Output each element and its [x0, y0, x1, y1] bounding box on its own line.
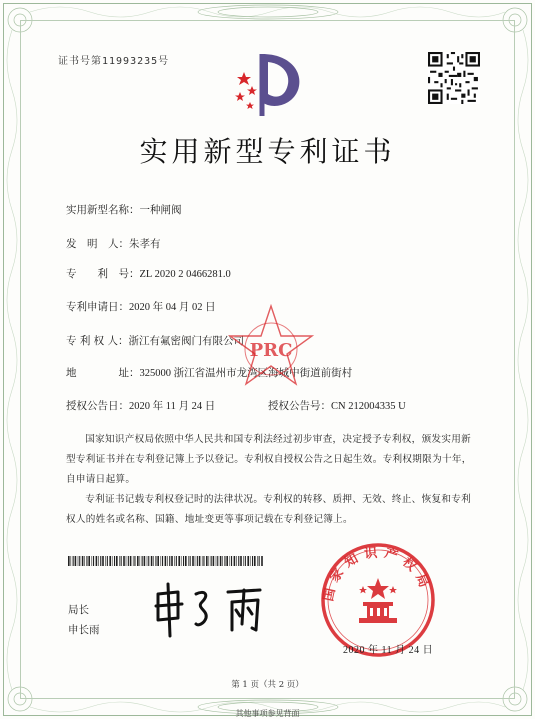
barcode-bar [192, 556, 194, 566]
certificate-number: 证书号第11993235号 [58, 56, 170, 67]
barcode-bar [137, 556, 139, 566]
barcode-bar [211, 556, 212, 566]
barcode-bar [231, 556, 232, 566]
field-label: 授权公告号： [268, 400, 331, 412]
barcode-bar [147, 556, 148, 566]
field-value: 2020 年 11 月 24 日 [129, 401, 216, 412]
barcode-bar [195, 556, 196, 566]
barcode-bar [98, 556, 99, 566]
barcode-bar [247, 556, 249, 566]
barcode-bar [102, 556, 104, 566]
barcode-bar [220, 556, 222, 566]
barcode-bar [252, 556, 253, 566]
signatory-title: 局长 [68, 604, 89, 616]
barcode-bar [261, 556, 263, 566]
field-label: 发 明 人： [66, 238, 129, 250]
barcode-bar [202, 556, 203, 566]
field-value: 2020 年 04 月 02 日 [129, 302, 216, 313]
barcode-bar [199, 556, 201, 566]
barcode-strip [68, 556, 264, 566]
barcode-bar [181, 556, 182, 566]
barcode-bar [114, 556, 115, 566]
barcode-bar [128, 556, 129, 566]
barcode-bar [171, 556, 173, 566]
barcode-bar [82, 556, 84, 566]
barcode-bar [88, 556, 90, 566]
barcode-bar [217, 556, 218, 566]
barcode-bar [126, 556, 127, 566]
barcode-bar [144, 556, 146, 566]
barcode-bar [93, 556, 94, 566]
certificate-title: 实用新型专利证书 [139, 135, 396, 168]
signatory-name: 申长雨 [68, 624, 100, 636]
field-label: 专 利 号： [66, 268, 140, 280]
field-value: 325000 浙江省温州市龙湾区海城中街道前街村 [139, 368, 353, 379]
barcode-bar [140, 556, 141, 566]
barcode-bar [240, 556, 242, 566]
barcode-bar [107, 556, 108, 566]
barcode-bar [86, 556, 87, 566]
barcode-bar [79, 556, 80, 566]
barcode-bar [119, 556, 120, 566]
barcode-bar [226, 556, 228, 566]
barcode-bar [153, 556, 154, 566]
barcode-bar [245, 556, 246, 566]
field-label: 地 址： [66, 367, 140, 379]
field-value: 一种闸阀 [139, 205, 182, 216]
seal-date: 2020 年 11 月 24 日 [343, 645, 434, 656]
barcode-bar [230, 556, 231, 566]
barcode-bar [92, 556, 93, 566]
barcode-bar [109, 556, 111, 566]
barcode-bar [148, 556, 149, 566]
qr-code-icon [428, 52, 480, 104]
barcode-bar [123, 556, 125, 566]
barcode-bar [96, 556, 98, 566]
field-patentee [66, 333, 244, 348]
field-label: 专 利 权 人： [66, 335, 129, 347]
barcode-bar [78, 556, 79, 566]
barcode-bar [197, 556, 198, 566]
barcode-bar [116, 556, 118, 566]
barcode-bar [178, 556, 180, 566]
field-inventor [66, 236, 161, 251]
barcode-bar [100, 556, 101, 566]
barcode-bar [167, 556, 168, 566]
barcode-bar [222, 556, 223, 566]
field-grant-date [66, 398, 215, 413]
barcode-bar [157, 556, 159, 566]
barcode-bar [71, 556, 72, 566]
barcode-bar [209, 556, 210, 566]
barcode-bar [190, 556, 191, 566]
field-value: ZL 2020 2 0466281.0 [139, 269, 231, 280]
barcode-bar [161, 556, 162, 566]
prc-watermark-stamp [228, 304, 314, 390]
barcode-bar [174, 556, 175, 566]
barcode-bar [234, 556, 236, 566]
barcode-bar [257, 556, 258, 566]
field-value: 浙江有氟密阀门有限公司 [128, 336, 245, 347]
barcode-bar [169, 556, 170, 566]
barcode-bar [134, 556, 135, 566]
seal-text: 国家知识产权局 [321, 545, 434, 603]
barcode-bar [224, 556, 225, 566]
director-signature [148, 580, 278, 640]
barcode-bar [259, 556, 260, 566]
barcode-bar [133, 556, 134, 566]
barcode-bar [203, 556, 204, 566]
grant-statement-paragraph: 国家知识产权局依照中华人民共和国专利法经过初步审查，决定授予专利权，颁发实用新型专利证书并在专利登记簿上予以登记。专利权自授权公告之日起生效。专利权期限为十年，自申请日起算。 [66, 434, 472, 485]
field-patent-number [66, 266, 231, 281]
barcode-bar [243, 556, 244, 566]
barcode-bar [254, 556, 256, 566]
barcode-bar [236, 556, 237, 566]
barcode-bar [84, 556, 85, 566]
barcode-bar [185, 556, 187, 566]
field-label: 授权公告日： [66, 400, 129, 412]
field-utility-model-name [66, 202, 182, 217]
barcode-bar [151, 556, 153, 566]
barcode-bar [162, 556, 163, 566]
field-label: 专利申请日： [66, 301, 129, 313]
barcode-bar [183, 556, 184, 566]
field-filing-date [66, 299, 216, 314]
barcode-bar [130, 556, 132, 566]
barcode-bar [155, 556, 156, 566]
cnipa-logo-icon [228, 50, 308, 120]
barcode-bar [142, 556, 143, 566]
back-notice: 其他事项参见背面 [235, 709, 300, 718]
page-indicator: 第 1 页（共 2 页） [231, 680, 304, 690]
barcode-bar [176, 556, 177, 566]
field-value: CN 212004335 U [331, 401, 406, 412]
barcode-bar [188, 556, 189, 566]
barcode-bar [165, 556, 167, 566]
barcode-bar [121, 556, 122, 566]
prc-stamp-text: PRC [249, 340, 293, 361]
barcode-bar [112, 556, 113, 566]
barcode-bar [206, 556, 208, 566]
field-value: 朱孝有 [129, 239, 161, 250]
field-label: 实用新型名称： [66, 204, 140, 216]
barcode-bar [105, 556, 106, 566]
legal-status-paragraph: 专利证书记载专利权登记时的法律状况。专利权的转移、质押、无效、终止、恢复和专利权人的姓名或名称、国籍、地址变更等事项记载在专利登记簿上。 [66, 494, 472, 525]
barcode-bar [68, 556, 70, 566]
barcode-bar [238, 556, 239, 566]
barcode-bar [75, 556, 77, 566]
barcode-bar [216, 556, 217, 566]
field-announcement-number [268, 398, 406, 413]
barcode-bar [250, 556, 251, 566]
barcode-bar [73, 556, 74, 566]
barcode-bar [213, 556, 215, 566]
